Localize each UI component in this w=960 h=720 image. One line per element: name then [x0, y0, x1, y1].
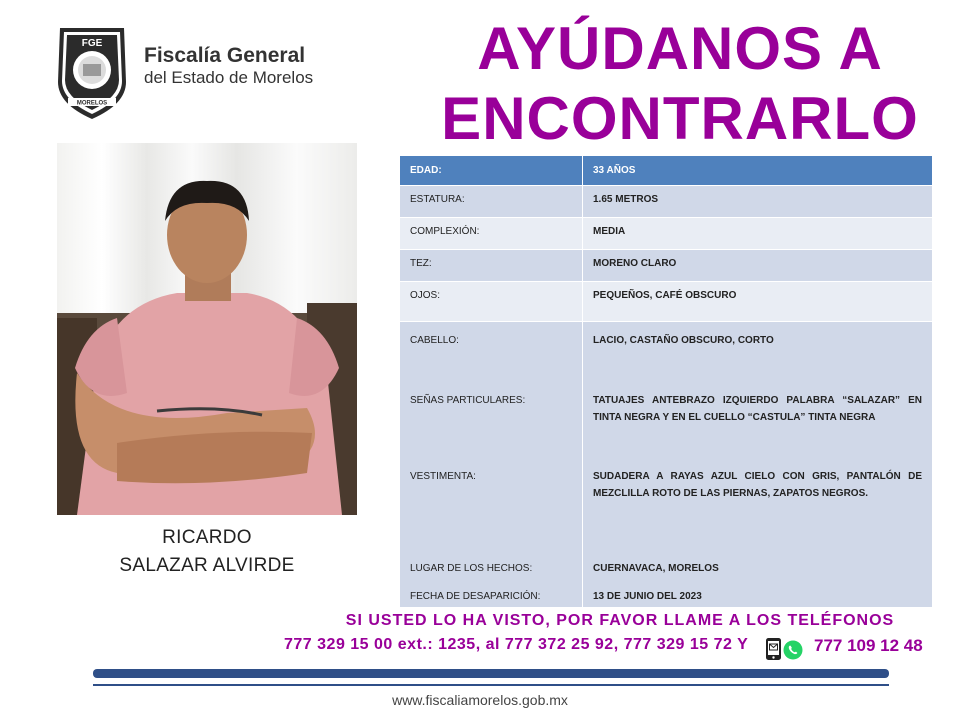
- complexion-value: MEDIA: [583, 218, 933, 250]
- estatura-label: ESTATURA:: [400, 186, 583, 218]
- fecha-label: FECHA DE DESAPARICIÓN:: [410, 591, 541, 602]
- details-table: [399, 155, 933, 608]
- person-name: [57, 524, 357, 580]
- row-edad: [400, 156, 933, 186]
- name-line-2: SALAZAR ALVIRDE: [119, 555, 295, 576]
- edad-value: 33 AÑOS: [583, 156, 933, 186]
- fecha-value: 13 DE JUNIO DEL 2023: [593, 591, 702, 602]
- missing-person-photo: [57, 143, 357, 515]
- name-line-1: RICARDO: [162, 527, 252, 548]
- tez-label: TEZ:: [400, 250, 583, 282]
- org-line-2: del Estado de Morelos: [144, 68, 314, 88]
- headline-line-1: AYÚDANOS A: [477, 15, 883, 82]
- footer-divider: [93, 684, 889, 686]
- lugar-value: CUERNAVACA, MORELOS: [593, 563, 719, 574]
- headline-line-2: ENCONTRARLO: [441, 85, 919, 152]
- senas-value: TATUAJES ANTEBRAZO IZQUIERDO PALABRA “SALAZAR” EN TINTA NEGRA Y EN EL CUELLO “CASTULA” TINTA NEGRA: [593, 395, 922, 423]
- headline: [440, 14, 920, 154]
- lugar-label: LUGAR DE LOS HECHOS:: [410, 563, 533, 574]
- whatsapp-icon: [783, 640, 803, 660]
- complexion-label: COMPLEXIÓN:: [400, 218, 583, 250]
- cabello-label: CABELLO:: [410, 335, 459, 346]
- website-link[interactable]: www.fiscaliamorelos.gob.mx: [392, 692, 568, 708]
- row-tez: [400, 250, 933, 282]
- logo-acronym: FGE: [81, 38, 103, 49]
- edad-label: EDAD:: [400, 156, 583, 186]
- mobile-phone-icon: [765, 637, 782, 661]
- row-extended-details: [400, 322, 933, 608]
- contact-call-to-action: SI USTED LO HA VISTO, POR FAVOR LLAME A LOS TELÉFONOS: [345, 612, 895, 629]
- tez-value: MORENO CLARO: [583, 250, 933, 282]
- logo-bottom-text: MORELOS: [76, 100, 108, 107]
- whatsapp-number: 777 109 12 48: [814, 636, 923, 655]
- vestimenta-value: SUDADERA A RAYAS AZUL CIELO CON GRIS, PANTALÓN DE MEZCLILLA ROTO DE LAS PIERNAS, ZAPATOS NEGROS.: [593, 471, 922, 499]
- org-line-1: Fiscalía General: [144, 44, 306, 67]
- senas-label: SEÑAS PARTICULARES:: [410, 395, 526, 406]
- organization-name: [144, 44, 313, 88]
- cabello-value: LACIO, CASTAÑO OBSCURO, CORTO: [593, 335, 774, 346]
- footer-bar: [93, 669, 889, 678]
- row-ojos: [400, 282, 933, 322]
- ojos-label: OJOS:: [400, 282, 583, 322]
- row-complexion: [400, 218, 933, 250]
- contact-phone-numbers: 777 329 15 00 ext.: 1235, al 777 372 25 92, 777 329 15 72 Y: [284, 636, 749, 653]
- vestimenta-label: VESTIMENTA:: [410, 471, 476, 482]
- ojos-value: PEQUEÑOS, CAFÉ OBSCURO: [583, 282, 933, 322]
- row-estatura: [400, 186, 933, 218]
- estatura-value: 1.65 METROS: [583, 186, 933, 218]
- fge-logo: [54, 24, 130, 122]
